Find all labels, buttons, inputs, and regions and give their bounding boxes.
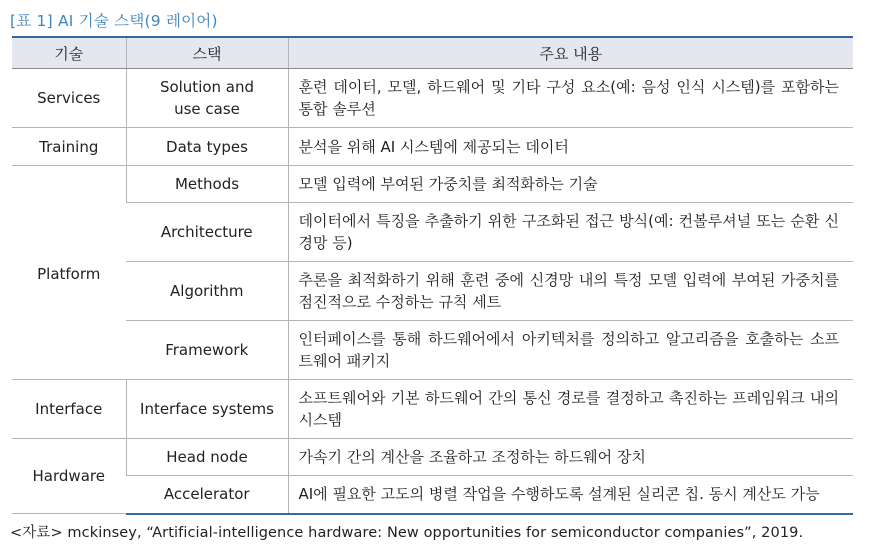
- table-row: [12, 128, 853, 166]
- table-header-row: [12, 37, 853, 69]
- tech-cell: Services: [12, 69, 126, 128]
- stack-cell: [126, 69, 288, 128]
- stack-label: Solution and use case: [159, 78, 255, 118]
- source-note: <자료> mckinsey, “Artificial-intelligence hardware: New opportunities for semiconductor companies”, 2019.: [10, 525, 804, 541]
- tech-cell: Platform: [12, 166, 126, 380]
- table-row: [12, 166, 853, 203]
- header-description: 주요 내용: [288, 37, 853, 69]
- description-cell: 소프트웨어와 기본 하드웨어 간의 통신 경로를 결정하고 촉진하는 프레임워크 내의 시스템: [288, 380, 853, 439]
- description-cell: AI에 필요한 고도의 병렬 작업을 수행하도록 설계된 실리콘 칩. 동시 계산도 가능: [288, 476, 853, 514]
- description-cell: 인터페이스를 통해 하드웨어에서 아키텍처를 정의하고 알고리즘을 호출하는 소프트웨어 패키지: [288, 321, 853, 380]
- table-row: [12, 321, 853, 380]
- table-row: [12, 476, 853, 514]
- header-stack: 스택: [126, 37, 288, 69]
- description-cell: 모델 입력에 부여된 가중치를 최적화하는 기술: [288, 166, 853, 203]
- table-title: [표 1] AI 기술 스택(9 레이어): [10, 12, 218, 30]
- table-row: [12, 380, 853, 439]
- stack-cell: Head node: [126, 439, 288, 476]
- stack-cell: Accelerator: [126, 476, 288, 514]
- description-cell: 데이터에서 특징을 추출하기 위한 구조화된 접근 방식(예: 컨볼루셔널 또는 순환 신경망 등): [288, 203, 853, 262]
- stack-cell: Data types: [126, 128, 288, 166]
- stack-cell: Methods: [126, 166, 288, 203]
- stack-cell: Interface systems: [126, 380, 288, 439]
- tech-cell: Hardware: [12, 439, 126, 514]
- stack-cell: Algorithm: [126, 262, 288, 321]
- tech-cell: Interface: [12, 380, 126, 439]
- ai-tech-stack-table: [12, 36, 853, 515]
- description-cell: 훈련 데이터, 모델, 하드웨어 및 기타 구성 요소(예: 음성 인식 시스템)를 포함하는 통합 솔루션: [288, 69, 853, 128]
- table-row: [12, 439, 853, 476]
- header-tech: 기술: [12, 37, 126, 69]
- table-row: [12, 262, 853, 321]
- stack-cell: Architecture: [126, 203, 288, 262]
- description-cell: 추론을 최적화하기 위해 훈련 중에 신경망 내의 특정 모델 입력에 부여된 가중치를 점진적으로 수정하는 규칙 세트: [288, 262, 853, 321]
- stack-cell: Framework: [126, 321, 288, 380]
- description-cell: 분석을 위해 AI 시스템에 제공되는 데이터: [288, 128, 853, 166]
- table-row: [12, 203, 853, 262]
- description-cell: 가속기 간의 계산을 조율하고 조정하는 하드웨어 장치: [288, 439, 853, 476]
- table-row: [12, 69, 853, 128]
- tech-cell: Training: [12, 128, 126, 166]
